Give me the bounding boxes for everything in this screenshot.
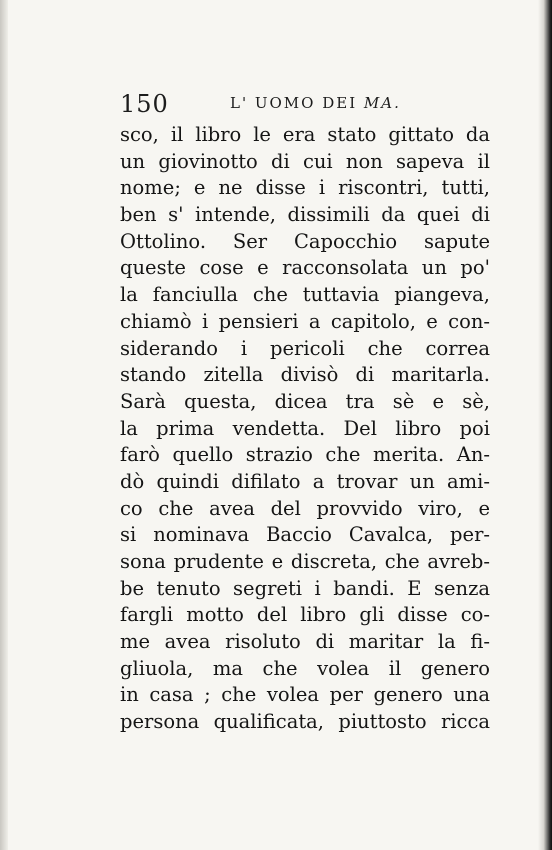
running-title-main: L' UOMO DEI xyxy=(230,94,364,112)
running-title xyxy=(230,94,401,112)
text-line: nome; e ne disse i riscontri, tutti, xyxy=(120,176,490,200)
text-line: dò quindi difilato a trovar un ami- xyxy=(120,469,490,493)
page-header xyxy=(120,90,500,120)
text-line: be tenuto segreti i bandi. E senza xyxy=(120,576,490,600)
text-line: Sarà questa, dicea tra sè e sè, xyxy=(120,389,490,413)
text-line: sco, il libro le era stato gittato da xyxy=(120,123,490,146)
text-line: queste cose e racconsolata un po' xyxy=(120,256,490,280)
text-line: chiamò i pensieri a capitolo, e con- xyxy=(120,309,490,333)
text-line: siderando i pericoli che correa xyxy=(120,336,490,360)
text-line: stando zitella divisò di maritarla. xyxy=(120,363,490,387)
text-line: la prima vendetta. Del libro poi xyxy=(120,416,490,440)
page-left-edge xyxy=(0,0,8,850)
body-text xyxy=(120,122,490,736)
text-line: me avea risoluto di maritar la fi- xyxy=(120,630,490,654)
text-line: co che avea del provvido viro, e xyxy=(120,496,490,520)
text-line: gliuola, ma che volea il genero xyxy=(120,656,490,680)
text-line: persona qualificata, piuttosto ricca xyxy=(120,710,490,734)
text-line: Ottolino. Ser Capocchio sapute xyxy=(120,229,490,253)
page-right-edge xyxy=(538,0,552,850)
text-line: ben s' intende, dissimili da quei di xyxy=(120,203,490,227)
text-line: sona prudente e discreta, che avreb- xyxy=(120,550,490,573)
text-line: un giovinotto di cui non sapeva il xyxy=(120,149,490,173)
text-line: si nominava Baccio Cavalca, per- xyxy=(120,523,490,547)
running-title-italic: MA. xyxy=(363,94,401,112)
text-line: in casa ; che volea per genero una xyxy=(120,683,490,707)
text-line: la fanciulla che tuttavia piangeva, xyxy=(120,283,490,307)
text-line: farò quello strazio che merita. An- xyxy=(120,443,490,467)
text-line: fargli motto del libro gli disse co- xyxy=(120,603,490,627)
page-number: 150 xyxy=(120,90,169,118)
